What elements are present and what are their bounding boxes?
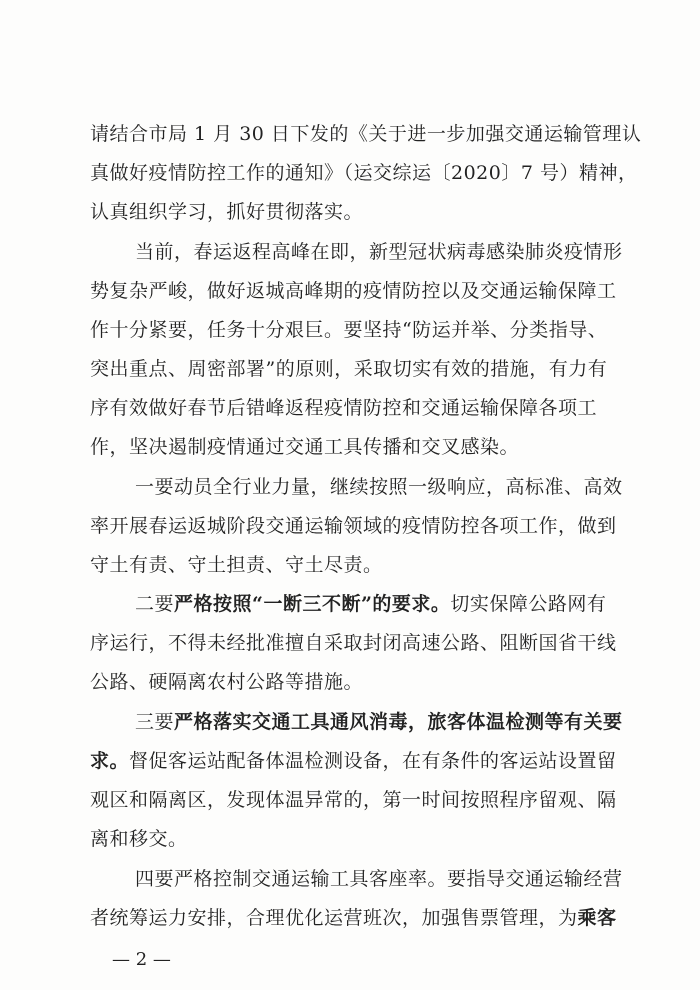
text-line: 认真组织学习，抓好贯彻落实。 xyxy=(90,201,364,223)
text-segment: 者统筹运力安排，合理优化运营班次，加强售票管理，为 xyxy=(90,907,578,929)
text-line: 势复杂严峻，做好返城高峰期的疫情防控以及交通运输保障工 xyxy=(90,280,617,302)
bold-text: 乘客 xyxy=(577,907,617,929)
paragraph-start: 当前，春运返程高峰在即，新型冠状病毒感染肺炎疫情形 xyxy=(135,241,623,263)
requirement-text: 切实保障公路网有 xyxy=(450,593,607,615)
text-line xyxy=(90,749,620,773)
text-line xyxy=(90,906,620,930)
requirement-number: 三要 xyxy=(135,711,175,733)
text-line: 序运行，不得未经批准擅自采取封闭高速公路、阻断国省干线 xyxy=(90,632,617,654)
paragraph-start: 四要严格控制交通运输工具客座率。要指导交通运输经营 xyxy=(135,868,623,890)
text-line: 守土有责、守土担责、守土尽责。 xyxy=(90,554,383,576)
text-line: 公路、硬隔离农村公路等措施。 xyxy=(90,671,364,693)
requirement-heading-cont: 求。 xyxy=(90,750,130,772)
text-line: 率开展春运返城阶段交通运输领域的疫情防控各项工作，做到 xyxy=(90,515,617,537)
text-line: 离和移交。 xyxy=(90,828,188,850)
page-number: — 2 — xyxy=(112,949,171,970)
text-line: 突出重点、周密部署”的原则，采取切实有效的措施，有力有 xyxy=(90,358,608,380)
text-line: 作十分紧要，任务十分艰巨。要坚持“防运并举、分类指导、 xyxy=(90,319,608,341)
requirement-heading: 严格落实交通工具通风消毒，旅客体温检测等有关要 xyxy=(174,711,623,733)
paragraph-start: 一要动员全行业力量，继续按照一级响应，高标准、高效 xyxy=(135,476,623,498)
text-line: 序有效做好春节后错峰返程疫情防控和交通运输保障各项工 xyxy=(90,397,598,419)
text-line: 观区和隔离区，发现体温异常的，第一时间按照程序留观、隔 xyxy=(90,789,617,811)
requirement-heading: 严格按照“一断三不断”的要求。 xyxy=(174,593,451,615)
paragraph-start xyxy=(135,592,620,616)
text-line: 真做好疫情防控工作的通知》（运交综运〔2020〕7 号）精神， xyxy=(90,162,638,184)
text-line: 请结合市局 1 月 30 日下发的《关于进一步加强交通运输管理认 xyxy=(90,123,642,145)
requirement-number: 二要 xyxy=(135,593,175,615)
text-line: 作，坚决遏制疫情通过交通工具传播和交叉感染。 xyxy=(90,436,520,458)
paragraph-start xyxy=(135,710,623,734)
requirement-text: 督促客运站配备体温检测设备，在有条件的客运站设置留 xyxy=(129,750,617,772)
